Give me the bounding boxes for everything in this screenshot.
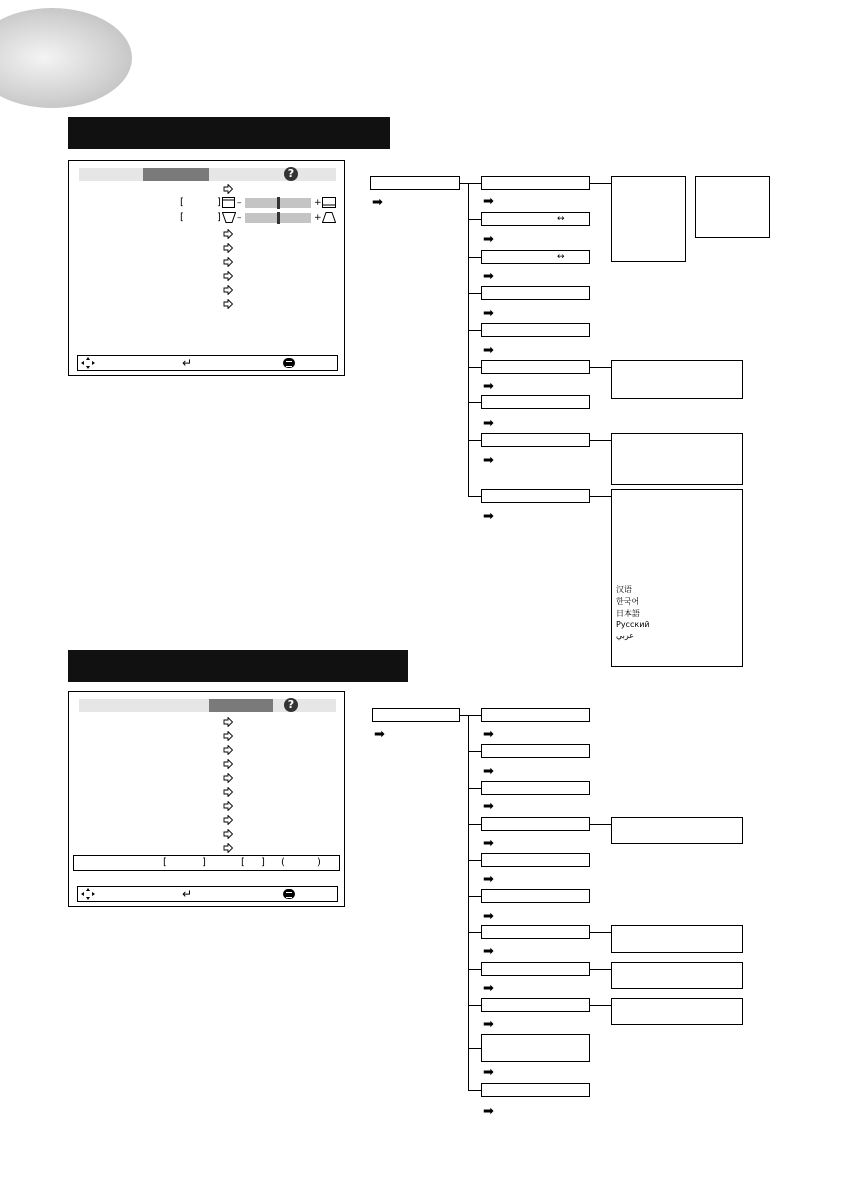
- slider-minus: –: [237, 213, 242, 223]
- options-box: [611, 925, 743, 953]
- language-option[interactable]: 汉语: [616, 585, 632, 594]
- tree-branch: [468, 330, 481, 331]
- value-bracket-close: ]: [217, 197, 221, 208]
- submenu-arrow-icon[interactable]: [223, 843, 233, 853]
- option-connector: [590, 969, 611, 970]
- option-connector: [590, 440, 611, 441]
- language-option[interactable]: عربي: [616, 631, 635, 640]
- menu-item-box[interactable]: [481, 889, 590, 903]
- options-box: [611, 962, 743, 989]
- value-bracket-open: [: [180, 212, 184, 223]
- submenu-arrow-icon[interactable]: [223, 184, 233, 194]
- arrow-right-icon: ➡: [483, 379, 494, 394]
- submenu-arrow-icon[interactable]: [223, 257, 233, 267]
- options-box: [611, 176, 686, 262]
- menu-item-box[interactable]: [481, 998, 590, 1012]
- enter-icon: ↵: [182, 887, 193, 901]
- osd-footer: [77, 886, 338, 902]
- arrow-right-icon: ➡: [483, 836, 494, 851]
- language-option[interactable]: 한국어: [616, 597, 640, 606]
- arrow-right-icon: ➡: [483, 764, 494, 779]
- double-arrow-icon: ↔: [557, 252, 565, 262]
- option-connector: [590, 824, 611, 825]
- tree-branch: [468, 402, 481, 403]
- menu-item-box[interactable]: [481, 744, 590, 758]
- menu-item-box[interactable]: [481, 781, 590, 795]
- value-paren-open: (: [281, 857, 285, 868]
- menu-item-box[interactable]: [481, 360, 590, 374]
- osd-footer: [77, 355, 338, 371]
- osd-menu-screen-2: [68, 691, 345, 907]
- tree-branch: [468, 1048, 481, 1049]
- slider-knob[interactable]: [277, 197, 280, 209]
- tree-branch: [468, 824, 481, 825]
- value-bracket-close: ]: [217, 212, 221, 223]
- arrow-right-icon: ➡: [483, 1017, 494, 1032]
- menu-item-box[interactable]: [481, 212, 590, 226]
- enter-icon: ↵: [182, 356, 193, 370]
- tree-branch: [468, 751, 481, 752]
- value-bracket-open: [: [180, 197, 184, 208]
- value-bracket-close: ]: [202, 857, 206, 868]
- submenu-arrow-icon[interactable]: [223, 829, 233, 839]
- tree-trunk: [468, 183, 469, 496]
- arrow-right-icon: ➡: [483, 232, 494, 247]
- tree-branch: [468, 788, 481, 789]
- options-box: [611, 433, 743, 485]
- tree-branch: [468, 293, 481, 294]
- menu-item-box[interactable]: [481, 323, 590, 337]
- arrow-right-icon: ➡: [374, 727, 385, 742]
- value-bracket-close: ]: [261, 857, 265, 868]
- arrow-right-icon: ➡: [483, 416, 494, 431]
- submenu-arrow-icon[interactable]: [223, 815, 233, 825]
- options-box: [611, 360, 743, 399]
- osd-tab-bar: [79, 699, 336, 712]
- value-paren-close: ): [317, 857, 321, 868]
- submenu-arrow-icon[interactable]: [223, 731, 233, 741]
- tree-connector: [460, 715, 481, 716]
- menu-button-icon: [283, 889, 295, 899]
- slider-plus: +: [314, 213, 322, 223]
- tree-branch: [468, 1005, 481, 1006]
- tree-branch: [468, 896, 481, 897]
- option-connector: [590, 1005, 611, 1006]
- menu-item-box[interactable]: [481, 817, 590, 831]
- menu-button-icon: [283, 358, 295, 368]
- submenu-arrow-icon[interactable]: [223, 229, 233, 239]
- double-arrow-icon: ↔: [557, 214, 565, 224]
- tree-branch: [468, 440, 481, 441]
- header-decoration: [0, 8, 132, 108]
- arrow-right-icon: ➡: [372, 195, 383, 210]
- menu-item-box[interactable]: [481, 250, 590, 264]
- section-heading-bar-1: [68, 117, 390, 149]
- value-bracket-open: [: [163, 857, 167, 868]
- tree-branch: [468, 1090, 481, 1091]
- menu-item-box[interactable]: [481, 708, 590, 722]
- arrow-right-icon: ➡: [483, 727, 494, 742]
- arrow-right-icon: ➡: [483, 453, 494, 468]
- tree-branch: [468, 219, 481, 220]
- arrow-right-icon: ➡: [483, 981, 494, 996]
- menu-item-box[interactable]: [481, 395, 590, 409]
- osd-active-tab[interactable]: [143, 168, 209, 181]
- help-icon[interactable]: ?: [284, 167, 298, 181]
- arrow-right-icon: ➡: [483, 269, 494, 284]
- submenu-arrow-icon[interactable]: [223, 271, 233, 281]
- menu-item-box[interactable]: [481, 962, 590, 976]
- submenu-arrow-icon[interactable]: [223, 299, 233, 309]
- arrow-right-icon: ➡: [483, 509, 494, 524]
- keystone-bottom-icon: [322, 197, 336, 208]
- navigation-arrows-icon: [81, 888, 95, 900]
- osd-slider-1[interactable]: [245, 198, 311, 208]
- trapezoid-down-icon: [222, 212, 236, 223]
- tree-branch: [468, 969, 481, 970]
- submenu-arrow-icon[interactable]: [223, 787, 233, 797]
- osd-info-bar: [73, 855, 340, 871]
- menu-item-box[interactable]: [481, 433, 590, 447]
- submenu-arrow-icon[interactable]: [223, 285, 233, 295]
- tree-connector: [460, 183, 481, 184]
- submenu-arrow-icon[interactable]: [223, 773, 233, 783]
- arrow-right-icon: ➡: [483, 909, 494, 924]
- menu-root-box: [370, 176, 460, 190]
- slider-minus: –: [237, 198, 242, 208]
- option-connector: [590, 183, 611, 184]
- osd-slider-2[interactable]: [245, 213, 311, 223]
- menu-item-box[interactable]: [481, 286, 590, 300]
- osd-tab-bar: [79, 168, 336, 181]
- option-connector: [590, 496, 611, 497]
- value-bracket-open: [: [241, 857, 245, 868]
- trapezoid-up-icon: [322, 212, 336, 223]
- slider-plus: +: [314, 198, 322, 208]
- submenu-arrow-icon[interactable]: [223, 243, 233, 253]
- section-heading-bar-2: [68, 650, 408, 682]
- submenu-arrow-icon[interactable]: [223, 801, 233, 811]
- tree-trunk: [468, 715, 469, 1090]
- arrow-right-icon: ➡: [483, 799, 494, 814]
- submenu-arrow-icon[interactable]: [223, 745, 233, 755]
- options-box: [611, 998, 743, 1025]
- keystone-top-icon: [222, 197, 235, 208]
- osd-menu-screen-1: [68, 160, 345, 376]
- arrow-right-icon: ➡: [483, 944, 494, 959]
- help-icon[interactable]: ?: [284, 698, 298, 712]
- arrow-right-icon: ➡: [483, 194, 494, 209]
- tree-branch: [468, 496, 481, 497]
- menu-item-box[interactable]: [481, 176, 590, 190]
- submenu-arrow-icon[interactable]: [223, 759, 233, 769]
- arrow-right-icon: ➡: [483, 1104, 494, 1119]
- tree-branch: [468, 367, 481, 368]
- arrow-right-icon: ➡: [483, 872, 494, 887]
- tree-branch: [468, 932, 481, 933]
- slider-knob[interactable]: [277, 212, 280, 224]
- menu-item-box[interactable]: [481, 489, 590, 503]
- tree-branch: [468, 257, 481, 258]
- options-box: [611, 817, 743, 844]
- language-option[interactable]: 日本語: [616, 609, 640, 618]
- submenu-arrow-icon[interactable]: [223, 717, 233, 727]
- menu-item-box[interactable]: [481, 1083, 590, 1097]
- menu-item-box[interactable]: [481, 853, 590, 867]
- language-option[interactable]: Русский: [616, 620, 650, 629]
- option-connector: [590, 367, 611, 368]
- navigation-arrows-icon: [81, 357, 95, 369]
- options-box: [695, 176, 770, 238]
- menu-root-box: [372, 708, 460, 722]
- tree-branch: [468, 860, 481, 861]
- menu-item-box[interactable]: [481, 1034, 590, 1062]
- arrow-right-icon: ➡: [483, 343, 494, 358]
- arrow-right-icon: ➡: [483, 306, 494, 321]
- arrow-right-icon: ➡: [483, 1065, 494, 1080]
- option-connector: [590, 932, 611, 933]
- osd-active-tab[interactable]: [209, 699, 273, 712]
- menu-item-box[interactable]: [481, 925, 590, 939]
